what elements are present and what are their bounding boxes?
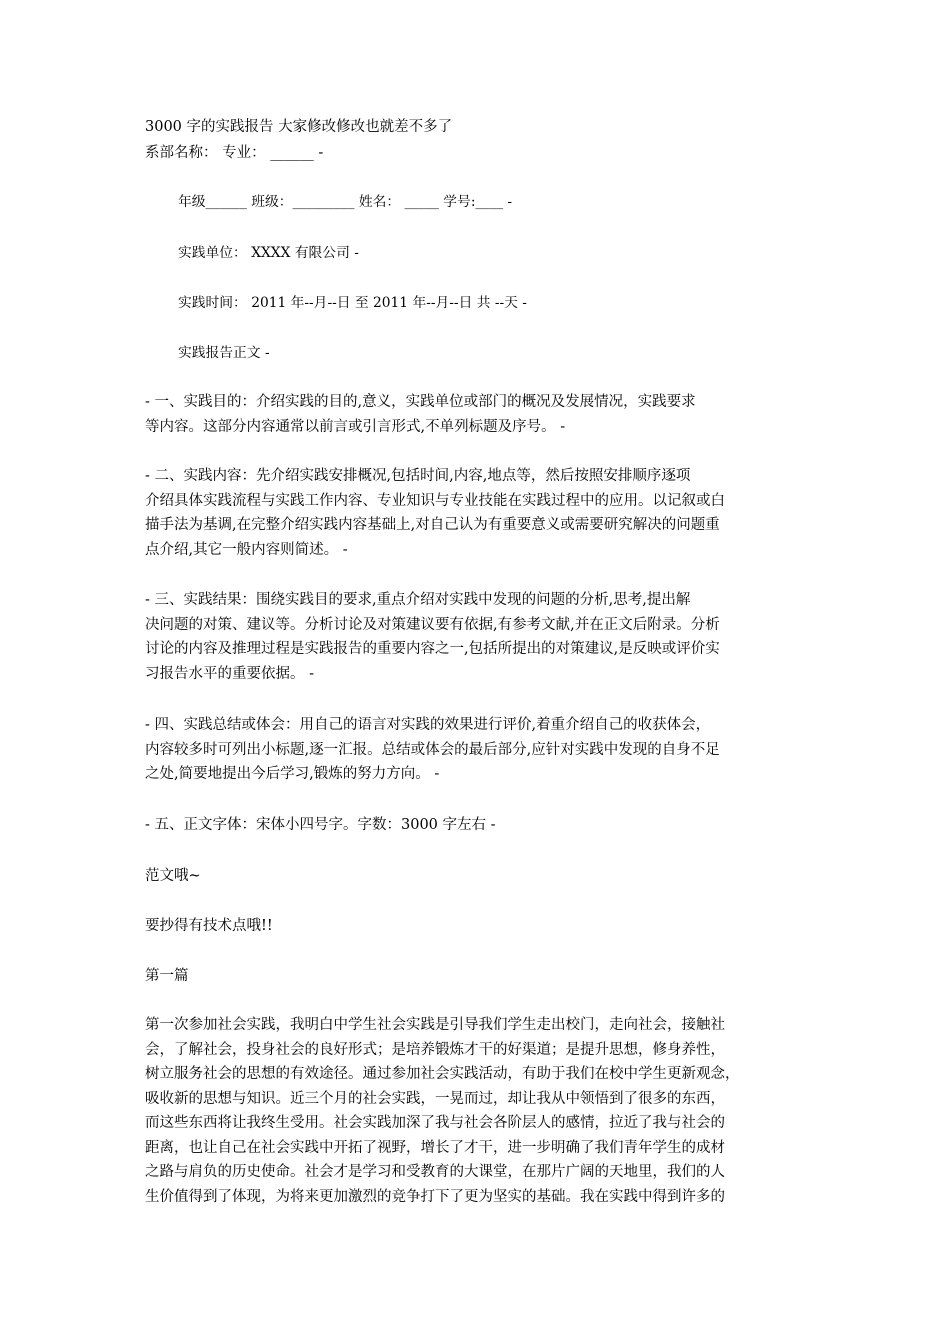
section-line: - 三、实践结果：围绕实践目的要求,重点介绍对实践中发现的问题的分析,思考,提出解 (145, 592, 691, 608)
section-line: - 五、正文字体：宋体小四号字。字数：3000 字左右 - (145, 817, 496, 833)
body-line: 而这些东西将让我终生受用。社会实践加深了我与社会各阶层人的感情，拉近了我与社会的 (145, 1115, 725, 1131)
chapter-heading: 第一篇 (145, 968, 189, 984)
body-paragraph (145, 1013, 810, 1209)
section-line: - 二、实践内容：先介绍实践安排概况,包括时间,内容,地点等，然后按照安排顺序逐项 (145, 468, 691, 484)
body-line: 树立服务社会的思想的有效途径。通过参加社会实践活动，有助于我们在校中学生更新观念， (145, 1066, 740, 1082)
section-content (145, 464, 810, 562)
section-line: 习报告水平的重要依据。 - (145, 665, 315, 682)
document-title: 3000 字的实践报告 大家修改修改也就差不多了 (145, 119, 453, 135)
practice-unit-field: 实践单位： XXXX 有限公司 - (178, 245, 359, 261)
section-line: 之处,简要地提出今后学习,锻炼的努力方向。 - (145, 766, 440, 782)
body-line: 第一次参加社会实践，我明白中学生社会实践是引导我们学生走出校门，走向社会，接触社 (145, 1017, 725, 1033)
report-body-heading: 实践报告正文 - (178, 345, 270, 361)
section-summary (145, 713, 810, 787)
section-line: 决问题的对策、建议等。分析讨论及对策建议要有依据,有参考文献,并在正文后附录。分析 (145, 616, 720, 633)
practice-time-field: 实践时间： 2011 年--月--日 至 2011 年--月--日 共 --天 - (178, 295, 527, 311)
section-line: 描手法为基调,在完整介绍实践内容基础上,对自己认为有重要意义或需要研究解决的问题重 (145, 517, 720, 533)
grade-class-name-id-field: 年级______ 班级：_________ 姓名： _____ 学号:____ - (178, 194, 513, 210)
body-line: 生价值得到了体现，为将来更加激烈的竞争打下了更为坚实的基础。我在实践中得到许多的 (145, 1188, 725, 1205)
section-line: 讨论的内容及推理过程是实践报告的重要内容之一,包括所提出的对策建议,是反映或评价实 (145, 641, 720, 657)
section-line: - 一、实践目的：介绍实践的目的,意义，实践单位或部门的概况及发展情况，实践要求 (145, 394, 696, 410)
section-line: 等内容。这部分内容通常以前言或引言形式,不单列标题及序号。 - (145, 418, 566, 435)
copy-tip-note: 要抄得有技术点哦!! (145, 918, 273, 934)
section-line: 内容较多时可列出小标题,逐一汇报。总结或体会的最后部分,应针对实践中发现的自身不足 (145, 741, 720, 758)
section-line: 介绍具体实践流程与实践工作内容、专业知识与专业技能在实践过程中的应用。以记叙或白 (145, 492, 725, 509)
sample-note: 范文哦~ (145, 868, 201, 884)
section-font (145, 813, 810, 838)
body-line: 吸收新的思想与知识。近三个月的社会实践，一晃而过，却让我从中领悟到了很多的东西， (145, 1090, 725, 1107)
section-line: 点介绍,其它一般内容则简述。 - (145, 541, 348, 558)
body-line: 之路与肩负的历史使命。社会才是学习和受教育的大课堂，在那片广阔的天地里，我们的人 (145, 1164, 725, 1180)
body-line: 距离，也让自己在社会实践中开拓了视野，增长了才干，进一步明确了我们青年学生的成材 (145, 1139, 725, 1156)
section-purpose (145, 390, 810, 439)
department-major-field: 系部名称： 专业： ______ - (145, 145, 324, 161)
section-result (145, 588, 810, 686)
section-line: - 四、实践总结或体会：用自己的语言对实践的效果进行评价,着重介绍自己的收获体会， (145, 717, 711, 733)
body-line: 会，了解社会，投身社会的良好形式；是培养锻炼才干的好渠道；是提升思想，修身养性， (145, 1041, 725, 1058)
